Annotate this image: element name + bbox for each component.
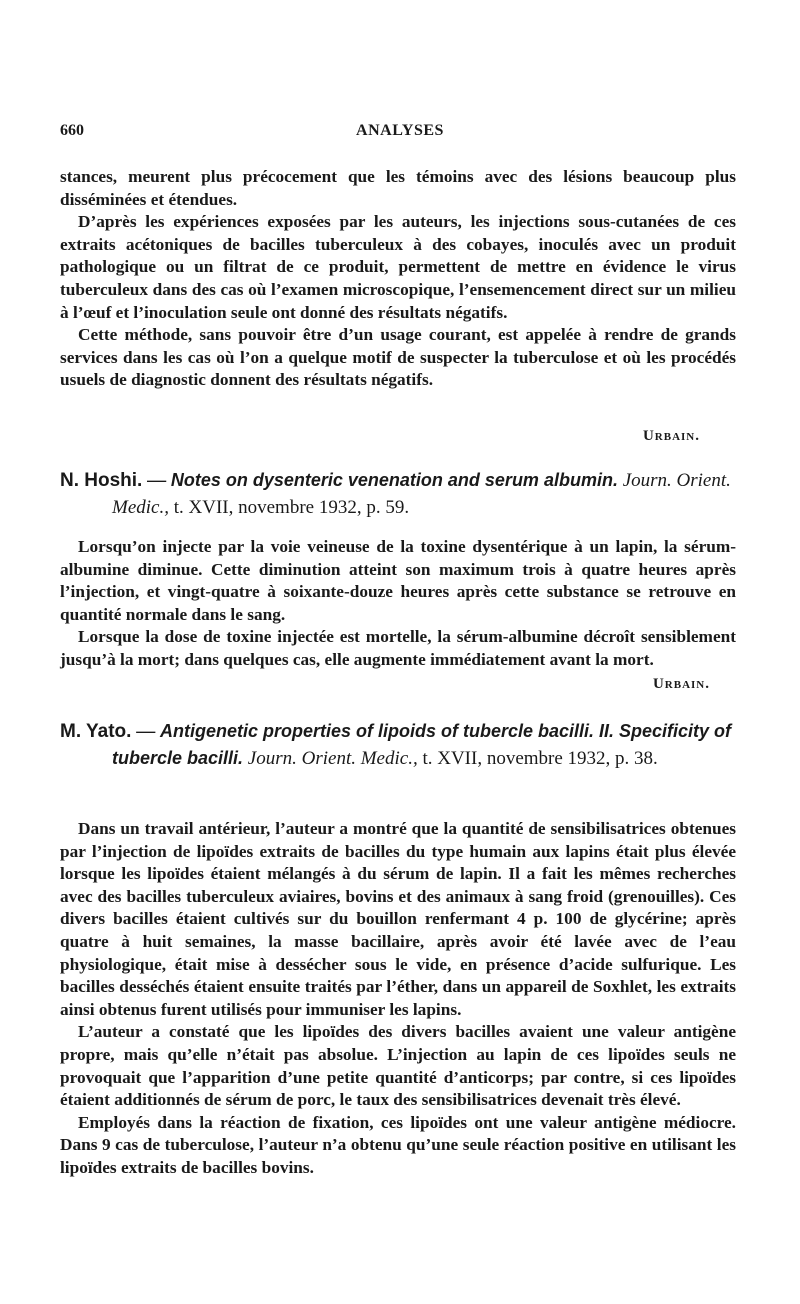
reference-citation	[60, 467, 792, 521]
page-header	[60, 122, 740, 144]
paragraph: Employés dans la réaction de fixation, ces lipoïdes ont une valeur antigène médiocre. Dans 9 cas de tuberculose, l’auteur n’a obtenu qu’une seule réaction positive en utilisant les lipoïdes extraits de bacilles bovins.	[60, 1112, 736, 1177]
page-number: 660	[60, 122, 84, 139]
journal-name: Journ. Orient. Medic.,	[247, 748, 418, 769]
paragraph: Lorsqu’on injecte par la voie veineuse de la toxine dysentérique à un lapin, la sérum-albumine diminue. Cette diminution atteint son maximum trois à quatre heures après l’injection, et vingt-quatre à soixante-douze heures après cette substance se retrouve en quantité normale dans le sang.	[60, 537, 736, 624]
citation-details: t. XVII, novembre 1932, p. 59.	[168, 497, 410, 518]
article-title: Notes on dysenteric venenation and serum albumin.	[170, 470, 618, 490]
paragraph: stances, meurent plus précocement que les témoins avec des lésions beaucoup plus disséminées et étendues.	[60, 167, 736, 209]
citation-details: t. XVII, novembre 1932, p. 38.	[417, 748, 658, 769]
paragraph: Lorsque la dose de toxine injectée est mortelle, la sérum-albumine décroît sensiblement jusqu’à la mort; dans quelques cas, elle augmente immédiatement avant la mort.	[60, 627, 736, 669]
paragraph: D’après les expériences exposées par les auteurs, les injections sous-cutanées de ces extraits acétoniques de bacilles tuberculeux à des cobayes, inoculés avec un produit pathologique ou un filtrat de ce produit, permettent de mettre en évidence le virus tuberculeux dans des cas où l’examen microscopique, l’ensemencement direct sur un milieu à l’œuf et l’inoculation seule ont donné des résultats négatifs.	[60, 212, 736, 322]
reference-citation	[60, 718, 792, 772]
abstract-continuation	[60, 166, 736, 392]
running-title: ANALYSES	[356, 122, 444, 139]
article-title: Antigenetic properties of lipoids of tubercle bacilli. II. Specificity of tubercle bacilli.	[112, 721, 732, 768]
abstract-body	[60, 536, 736, 672]
signature: Urbain.	[652, 676, 710, 692]
author-name: M. Yato.	[60, 721, 132, 742]
author-name: N. Hoshi.	[60, 470, 143, 491]
separator-dash: —	[142, 470, 171, 491]
abstract-body	[60, 818, 736, 1180]
signature: Urbain.	[642, 428, 700, 444]
paragraph: Cette méthode, sans pouvoir être d’un usage courant, est appelée à rendre de grands services dans les cas où l’on a quelque motif de suspecter la tuberculose et où les procédés usuels de diagnostic donnent des résultats négatifs.	[60, 325, 736, 390]
separator-dash: —	[131, 721, 160, 742]
paragraph: Dans un travail antérieur, l’auteur a montré que la quantité de sensibilisatrices obtenues par l’injection de lipoïdes extraits de bacilles du type humain aux lapins était plus élevée lorsque les lipoïdes étaient mélangés à du sérum de lapin. Il a fait les mêmes recherches avec des bacilles tuberculeux aviaires, bovins et des animaux à sang froid (grenouilles). Ces divers bacilles étaient cultivés sur du bouillon renfermant 4 p. 100 de glycérine; après quatre à huit semaines, la masse bacillaire, après avoir été lavée avec de l’eau physiologique, était mise à dessécher sous le vide, en présence d’acide sulfurique. Les bacilles desséchés étaient ensuite traités par l’éther, dans un appareil de Soxhlet, les extraits ainsi obtenus furent utilisés pour immuniser les lapins.	[60, 819, 736, 1019]
paragraph: L’auteur a constaté que les lipoïdes des divers bacilles avaient une valeur antigène propre, mais qu’elle n’était pas absolue. L’injection au lapin de ces lipoïdes seuls ne provoquait que l’apparition d’une petite quantité d’anticorps; par contre, si ces lipoïdes étaient additionnés de sérum de porc, le taux des sensibilisatrices devenait très élevé.	[60, 1022, 736, 1110]
journal-name: Journ. Orient. Medic.,	[112, 470, 731, 518]
